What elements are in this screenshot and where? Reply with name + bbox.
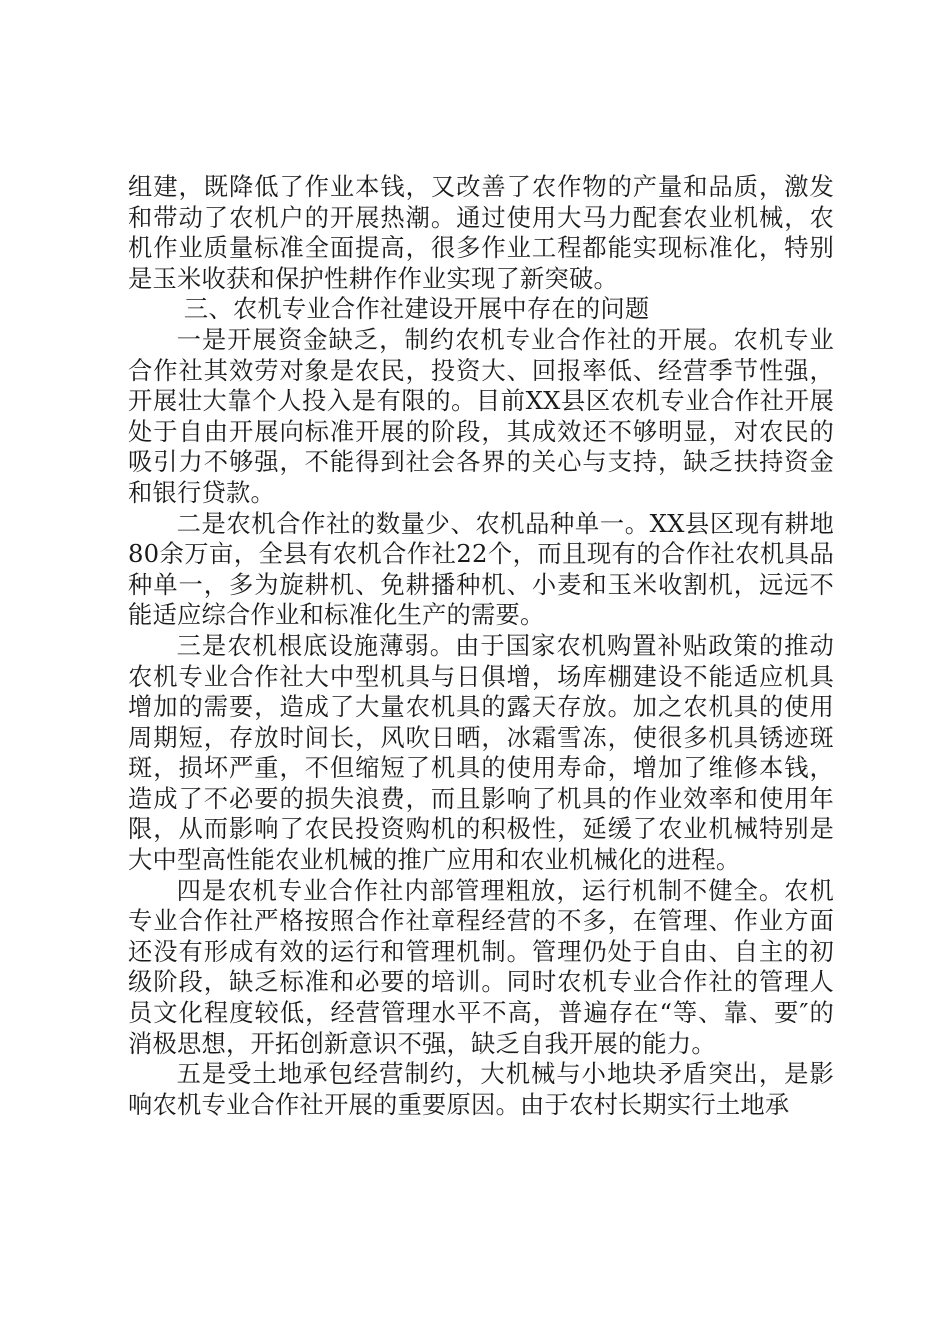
paragraph-continuation: 组建，既降低了作业本钱，又改善了农作物的产量和品质，激发和带动了农机户的开展热潮。通过使用大马力配套农业机械，农机作业质量标准全面提高，很多作业工程都能实现标准化，特别是玉米收获和保护性耕作作业实现了新突破。 <box>128 172 834 293</box>
document-body <box>128 172 834 1120</box>
paragraph-issue-5: 五是受土地承包经营制约，大机械与小地块矛盾突出，是影响农机专业合作社开展的重要原因。由于农村长期实行土地承 <box>128 1059 834 1119</box>
paragraph-issue-4: 四是农机专业合作社内部管理粗放，运行机制不健全。农机专业合作社严格按照合作社章程经营的不多，在管理、作业方面还没有形成有效的运行和管理机制。管理仍处于自由、自主的初级阶段，缺乏标准和必要的培训。同时农机专业合作社的管理人员文化程度较低，经营管理水平不高，普遍存在“等、靠、要″的消极思想，开拓创新意识不强，缺乏自我开展的能力。 <box>128 875 834 1058</box>
paragraph-issue-3: 三是农机根底设施薄弱。由于国家农机购置补贴政策的推动农机专业合作社大中型机具与日俱增，场库棚建设不能适应机具增加的需要，造成了大量农机具的露天存放。加之农机具的使用周期短，存放时间长，风吹日晒，冰霜雪冻，使很多机具锈迹斑斑，损坏严重，不但缩短了机具的使用寿命，增加了维修本钱，造成了不必要的损失浪费，而且影响了机具的作业效率和使用年限，从而影响了农民投资购机的积极性，延缓了农业机械特别是大中型高性能农业机械的推广应用和农业机械化的进程。 <box>128 630 834 875</box>
paragraph-issue-2: 二是农机合作社的数量少、农机品种单一。XX县区现有耕地80余万亩，全县有农机合作社22个，而且现有的合作社农机具品种单一，多为旋耕机、免耕播种机、小麦和玉米收割机，远远不能适应综合作业和标准化生产的需要。 <box>128 508 834 630</box>
section-heading: 三、农机专业合作社建设开展中存在的问题 <box>183 294 650 324</box>
paragraph-issue-1: 一是开展资金缺乏，制约农机专业合作社的开展。农机专业合作社其效劳对象是农民，投资大、回报率低、经营季节性强，开展壮大靠个人投入是有限的。目前XX县区农机专业合作社开展处于自由开展向标准开展的阶段，其成效还不够明显，对农民的吸引力不够强，不能得到社会各界的关心与支持，缺乏扶持资金和银行贷款。 <box>128 324 834 507</box>
